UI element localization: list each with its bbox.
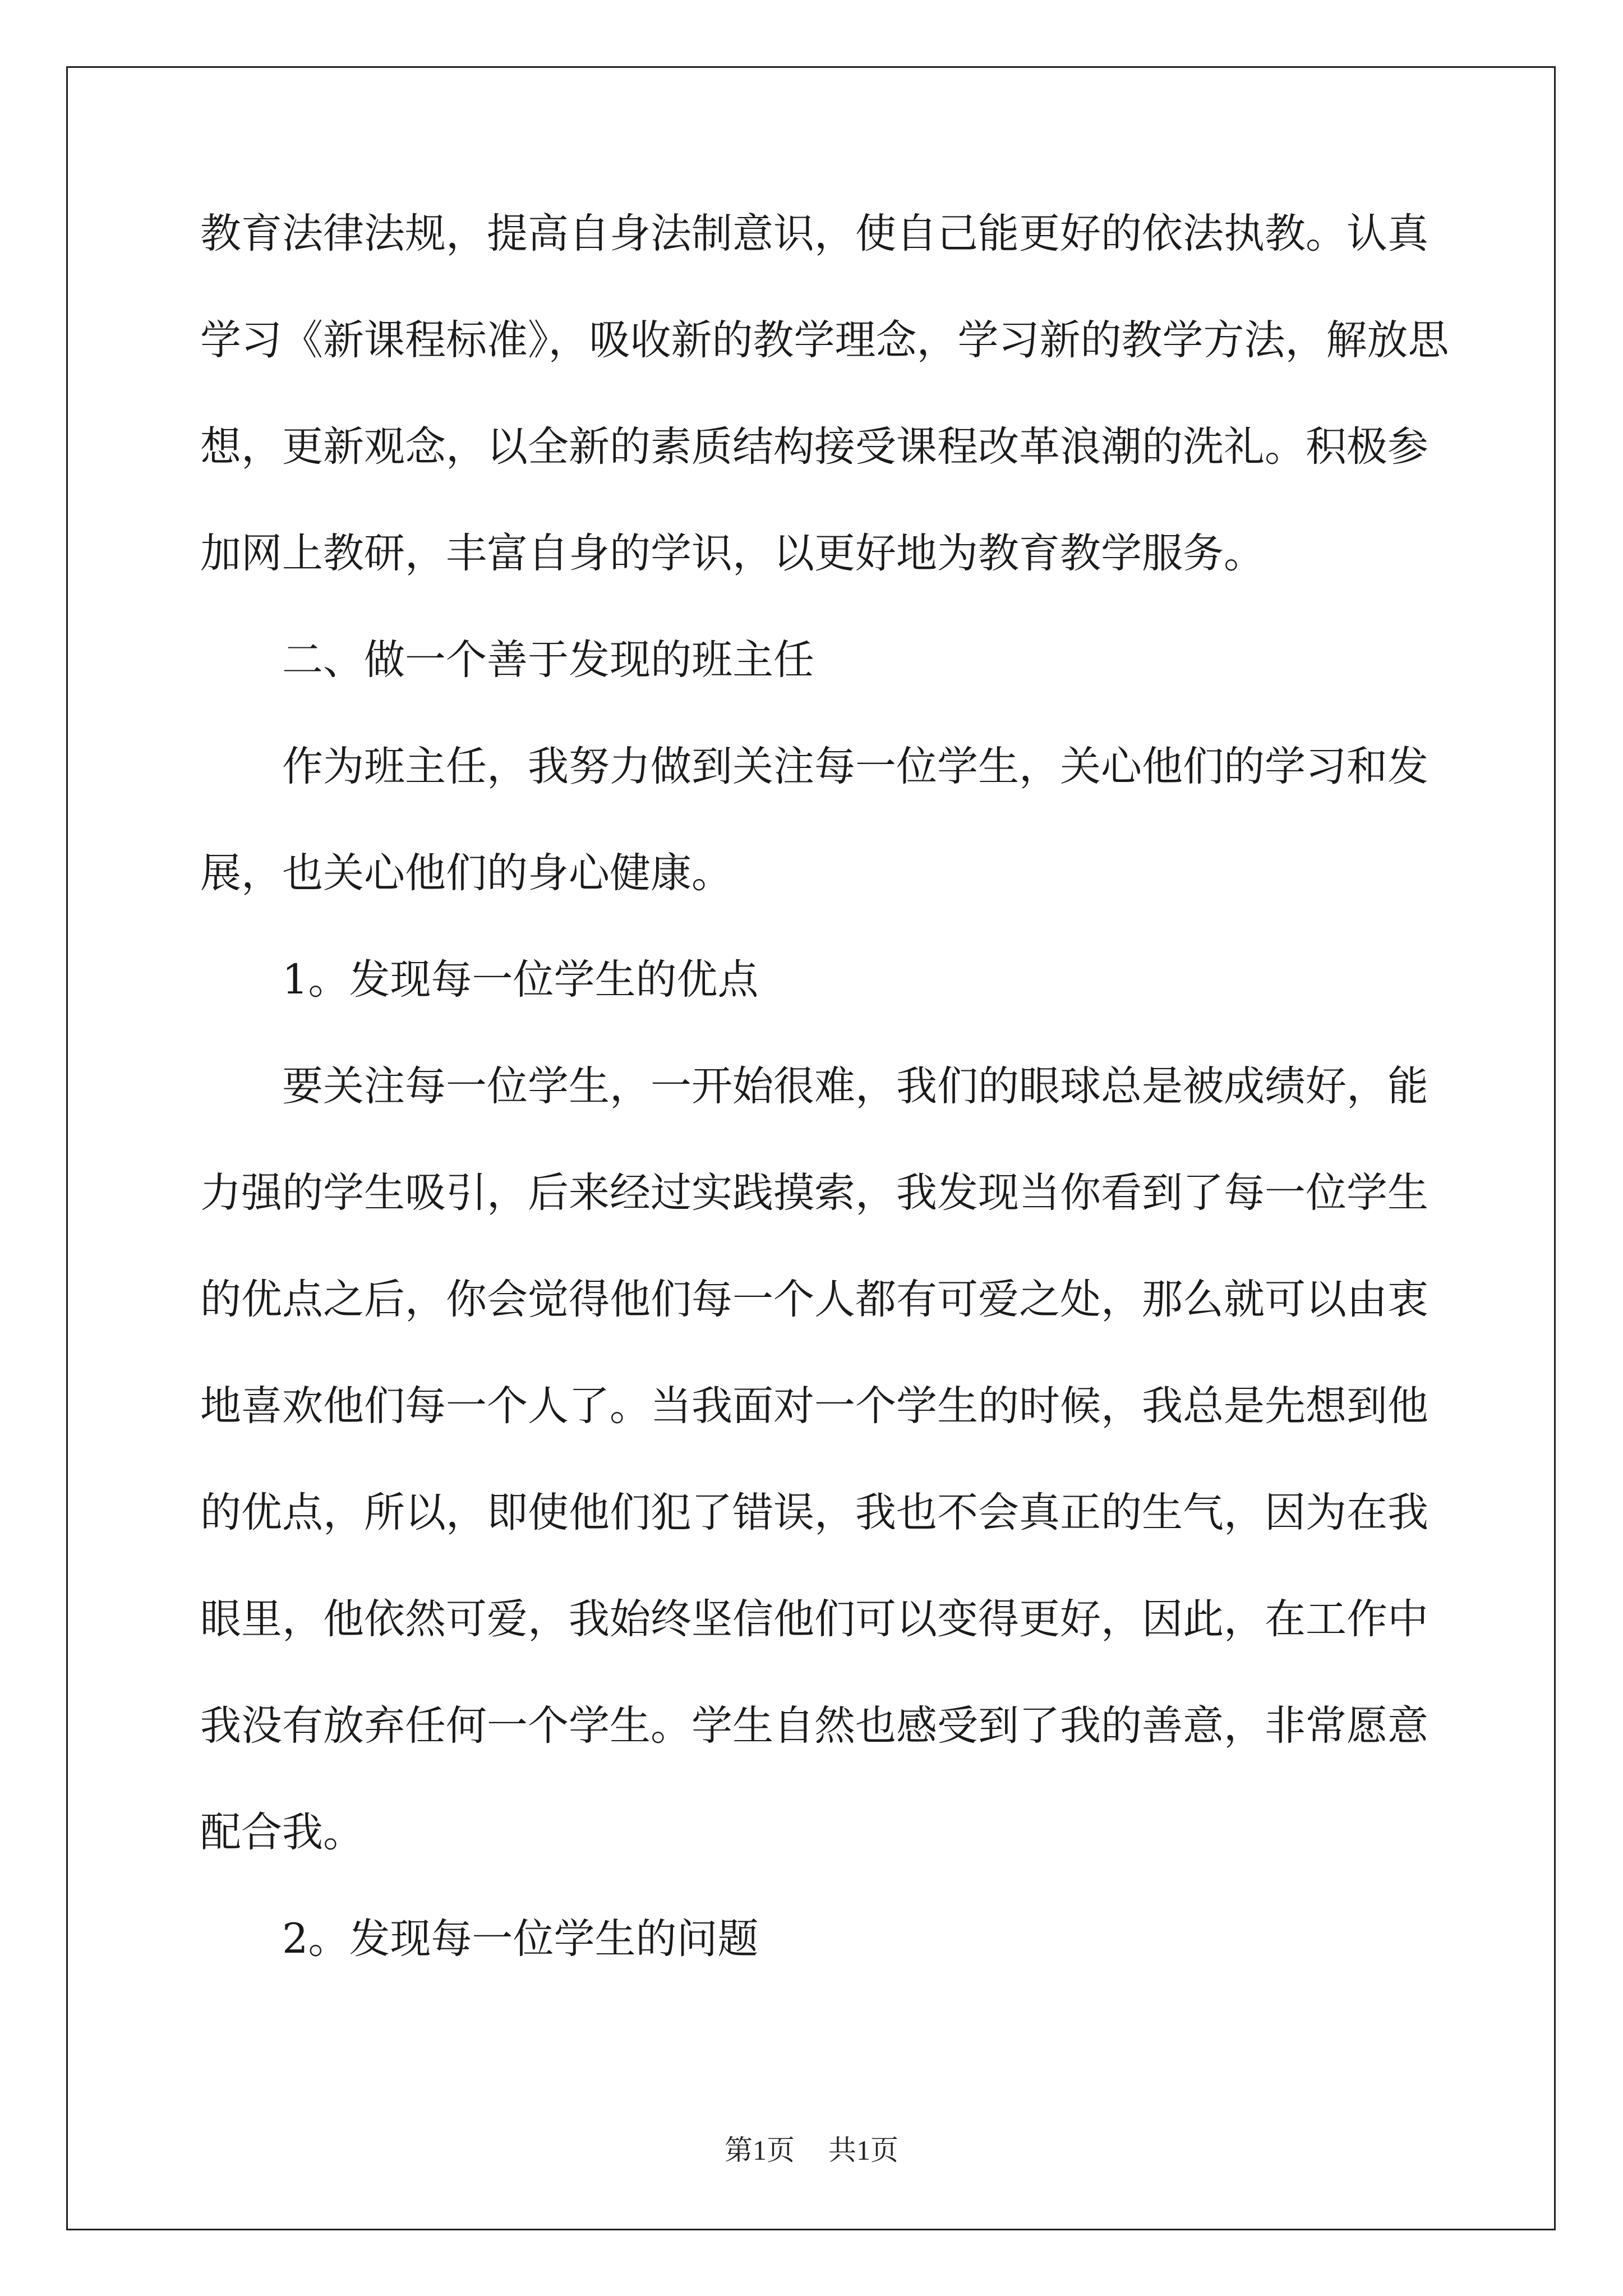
page-number-current: 第1页 bbox=[725, 2134, 795, 2166]
subsection-heading: 1。发现每一位学生的优点 bbox=[282, 956, 759, 1004]
document-body bbox=[200, 210, 1449, 2025]
page-footer bbox=[0, 2136, 1623, 2164]
paragraph-line: 展，也关心他们的身心健康。 bbox=[200, 849, 732, 897]
section-heading: 二、做一个善于发现的班主任 bbox=[282, 636, 814, 684]
paragraph-line: 地喜欢他们每一个人了。当我面对一个学生的时候，我总是先想到他 bbox=[200, 1382, 1428, 1430]
paragraph-line: 的优点，所以，即使他们犯了错误，我也不会真正的生气，因为在我 bbox=[200, 1489, 1428, 1536]
paragraph-line: 想，更新观念，以全新的素质结构接受课程改革浪潮的洗礼。积极参 bbox=[200, 423, 1428, 471]
paragraph-line: 教育法律法规，提高自身法制意识，使自己能更好的依法执教。认真 bbox=[200, 210, 1428, 257]
paragraph-line: 眼里，他依然可爱，我始终坚信他们可以变得更好，因此，在工作中 bbox=[200, 1595, 1428, 1643]
paragraph-line: 加网上教研，丰富自身的学识，以更好地为教育教学服务。 bbox=[200, 530, 1265, 577]
page-number-total: 共1页 bbox=[828, 2134, 898, 2166]
paragraph-line: 配合我。 bbox=[200, 1809, 364, 1856]
paragraph-line: 要关注每一位学生，一开始很难，我们的眼球总是被成绩好，能 bbox=[282, 1062, 1428, 1110]
paragraph-line: 力强的学生吸引，后来经过实践摸索，我发现当你看到了每一位学生 bbox=[200, 1169, 1428, 1217]
paragraph-line: 作为班主任，我努力做到关注每一位学生，关心他们的学习和发 bbox=[282, 743, 1428, 790]
subsection-heading: 2。发现每一位学生的问题 bbox=[282, 1915, 759, 1963]
paragraph-line: 我没有放弃任何一个学生。学生自然也感受到了我的善意，非常愿意 bbox=[200, 1702, 1428, 1750]
paragraph-line: 学习《新课程标准》，吸收新的教学理念，学习新的教学方法，解放思 bbox=[200, 316, 1449, 364]
paragraph-line: 的优点之后，你会觉得他们每一个人都有可爱之处，那么就可以由衷 bbox=[200, 1276, 1428, 1323]
